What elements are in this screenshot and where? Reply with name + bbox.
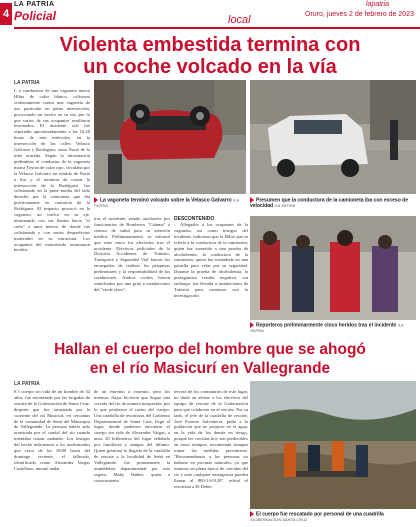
article2-headline-line1: Hallan el cuerpo del hombre que se ahogó [54, 341, 366, 358]
article1-column-1 [14, 88, 90, 333]
article2-photo [250, 381, 416, 509]
article1-right-credit: /LA PATRIA [274, 203, 296, 209]
article1-right-caption-text: Presumen que la conductora de la camioneta iba con exceso de velocidad [250, 197, 408, 210]
article2-headline-line2: en el río Masicurí en Vallegrande [89, 360, 331, 377]
article1-headline-line1: Violenta embestida termina con [59, 34, 361, 56]
brand-small: LA PATRIA [14, 1, 55, 8]
article1-bottom-credit: /LA PATRIA [250, 322, 404, 334]
newspaper-logo: lapatria [366, 1, 389, 8]
article1-subhead: DESCONTENIDO [174, 216, 215, 222]
article2-col3-text: tercera de los comunarios de este lugar, no dudó en alertar a los efectivos del equipo de rescate de la Gobernación para que colaboren en el rescate. Por su lado, el jefe de la cuadrilla de rescate, José Ernesto Salvatierra, pidió a la población que no propicie en el agua, en la vida de los demás en riesgo, porque las crecidas hoy son predecibles en estos tiempos, recomienda siempre tomar las medidas preventivas. "Recomendamos a las personas no bañarse en piscinas naturales, ya que estamos en plena época de crecidas del río y ante cualquier emergencia pueden llamar al 800-14-0128", refirió el rescatista a El Deber. [174, 389, 248, 489]
article2-credit: /GOBERNACIÓN SANTA CRUZ [250, 517, 308, 523]
caption-marker-icon [250, 197, 254, 203]
article1-main-photo [94, 80, 246, 194]
article2-col2-text: de un extremo a extremo, pero los intensos flujos hicieron que llegue una crecida del río de manera inesperada, por lo que perdieron el rastro del cuerpo. Una cuadrilla de rescatistas del Gobierno Departamental de Santa Cruz, llegó al lugar, donde pudieron encontrar el cuerpo sin vida de Alexander Vargas, a unos 20 kilómetros del lugar señalado por familiares y amigos del difunto. Quien gestionó la llegada de la cuadrilla de rescate a la localidad de Senú en Vallegrande, fue prontamente la asambleísta departamental por esta región, Maby Ibáñez, quien a conocimiento [94, 389, 170, 483]
article1-right-caption [250, 197, 416, 209]
article1-col2-text: tras el incidente, siendo auxiliados por funcionarios de Bomberos "Calama" a centros de salud para su atención médica. Preliminarmente, se informó que eran cinco los afectados tras el accidente. Efectivos policiales de la División Accidentes de Tránsito, Transporte y Seguridad Vial fueron los encargados de realizar las pesquisas preliminares y la responsabilidad de los conductores. Ambos coches fueron remolcados por una grúa a instalaciones del "verde olivo". [94, 216, 170, 292]
section-label: local [228, 14, 251, 26]
article1-main-caption-text: La vagoneta terminó volcado sobre la Velasco Galvarro [100, 197, 232, 204]
article1-main-caption [94, 197, 246, 209]
article2-column-3 [174, 389, 248, 525]
article1-col1-text: L a conductora de una vagoneta marca Hilux de color blanco, colisionó violentamente contra una vagoneta de uso particular en plena intersección, provocando un vuelco en su vía, por lo que varios de sus ocupantes resultaron lesionados. El incidente vial fue reportado aproximadamente a las 16:20 horas de este miércoles, en la intersección de las calles Velasco Galvarro y Rodríguez, zona Norte de la urbe orureña. Según la información preliminar, el conductor de la vagoneta marca Toyota de color rojo, circulaba por la Velasco Galvarro en sentido de Norte a Sur y al terminar de cruzar la intersección de la Rodríguez, fue colisionado en la parte media del lado derecho por la camioneta que iba prácticamente en contravía de la Rodríguez. El impacto provocó en la vagoneta, un vuelco en su eje, terminando con sus llantas hacia "el cielo" a unos metros de donde fue colisionada y con serios desperfectos materiales en su estructura. Los ocupantes del motorizado terminaron heridos [14, 88, 90, 253]
article1-headline-line2: un coche volcado en la vía [83, 56, 337, 78]
page-number: 4 [0, 3, 12, 25]
article2-byline: LA PATRIA [14, 381, 40, 387]
article2-column-2 [94, 389, 170, 525]
article1-bottom-caption [250, 322, 416, 334]
section-brand: Policial [14, 9, 57, 23]
article1-column-3 [174, 216, 248, 333]
article2-col1-text: E l cuerpo sin vida de un hombre de 32 años, fue encontrado por las brigadas de rescate de la Gobernación de Santa Cruz, después que fue arrastrado por la corriente del río Masicurí, en cercanías de la comunidad de Senú del Municipio de Vallegrande. La persona habría sido arrastrada por el caudal del río cuando intentaba cruzar nadando. Los testigos del hecho informaron a los uniformados que cerca de las 18:00 horas del domingo reciente, el fallecido, identificado como Alexander Vargas Castellano, intentó nadar [14, 389, 90, 471]
article1-col3-text: Allegados a los ocupantes de la vagoneta, así como testigos del incidente, indicaron que la Hilux que se refería a la conductora de la camioneta, quien fue sometida a una prueba de alcoholemia; la conductora de la camioneta, quien fue trasladada en una patrulla para velar por su seguridad. Durante la prueba de alcoholemia, la protagonista resultó negativo, sin embargo, fue llevada a instalaciones de Tránsito para continuar con la investigación. [174, 222, 248, 298]
header-rule [14, 27, 420, 29]
caption-marker-icon [94, 197, 98, 203]
page-header [0, 0, 420, 30]
article2-caption-text: El cuerpo fue rescatado por personal de una cuadrilla [256, 511, 384, 518]
article1-byline: LA PATRIA [14, 80, 40, 86]
issue-date: Oruro, jueves 2 de febrero de 2023 [305, 11, 414, 18]
article2-column-1 [14, 389, 90, 525]
article1-bottom-caption-text: Reporteros preliminarmente cinco heridos tras el incidente [256, 322, 397, 329]
caption-marker-icon [250, 511, 254, 517]
caption-marker-icon [250, 322, 254, 328]
article1-bottom-photo [250, 216, 416, 320]
article1-column-2 [94, 216, 170, 333]
article1-right-photo [250, 80, 416, 194]
article2-caption [250, 511, 416, 523]
article1-main-credit: /LA PATRIA [94, 197, 239, 209]
